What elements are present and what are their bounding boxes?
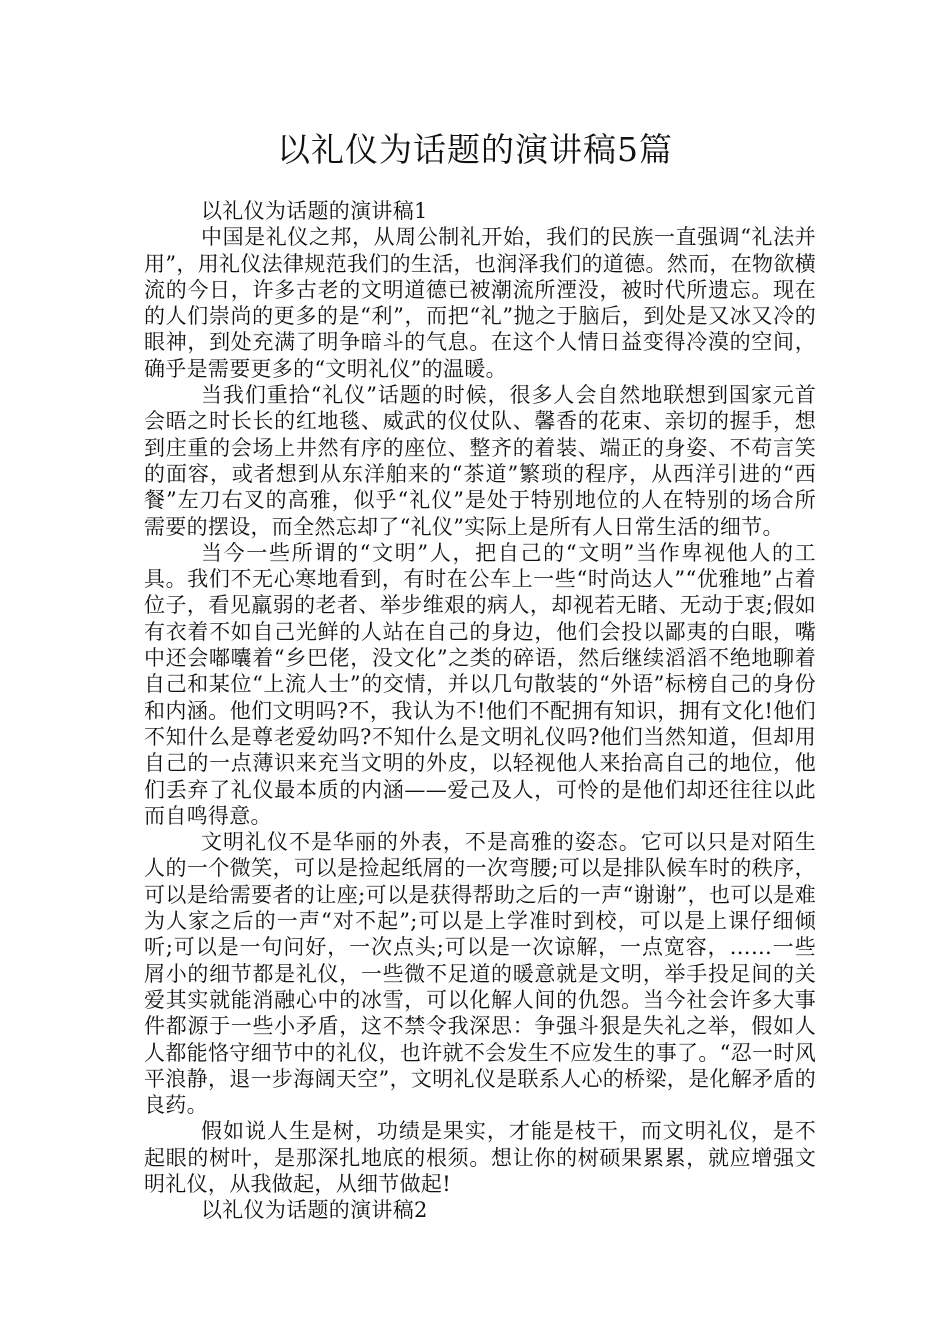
document-body [144,198,816,1224]
paragraph: 当我们重拾“礼仪”话题的时候，很多人会自然地联想到国家元首会晤之时长长的红地毯、威武的仪仗队、馨香的花束、亲切的握手，想到庄重的会场上井然有序的座位、整齐的着装、端正的身姿、不苟言笑的面容，或者想到从东洋舶来的“茶道”繁琐的程序，从西洋引进的“西餐”左刀右叉的高雅，似乎“礼仪”是处于特别地位的人在特别的场合所需要的摆设，而全然忘却了“礼仪”实际上是所有人日常生活的细节。 [144,383,816,539]
section-heading-2: 以礼仪为话题的演讲稿2 [201,1198,428,1223]
paragraph: 文明礼仪不是华丽的外表，不是高雅的姿态。它可以只是对陌生人的一个微笑，可以是捡起纸屑的一次弯腰;可以是排队候车时的秩序，可以是给需要者的让座;可以是获得帮助之后的一声“谢谢”，也可以是难为人家之后的一声“对不起”;可以是上学准时到校，可以是上课仔细倾听;可以是一句问好，一次点头;可以是一次谅解，一点宽容，……一些屑小的细节都是礼仪，一些微不足道的暖意就是文明，举手投足间的关爱其实就能消融心中的冰雪，可以化解人间的仇怨。当今社会许多大事件都源于一些小矛盾，这不禁令我深思：争强斗狠是失礼之举，假如人人都能恪守细节中的礼仪，也许就不会发生不应发生的事了。“忍一时风平浪静，退一步海阔天空”，文明礼仪是联系人心的桥梁，是化解矛盾的良药。 [144,830,816,1118]
document-title: 以礼仪为话题的演讲稿5篇 [277,130,673,169]
section-heading-1: 以礼仪为话题的演讲稿1 [201,199,428,223]
paragraph: 当今一些所谓的“文明”人，把自己的“文明”当作卑视他人的工具。我们不无心寒地看到，有时在公车上一些“时尚达人”“优雅地”占着位子，看见羸弱的老者、举步维艰的病人，却视若无睹、无动于衷;假如有衣着不如自己光鲜的人站在自己的身边，他们会投以鄙夷的白眼，嘴中还会嘟囔着“乡巴佬，没文化”之类的碎语，然后继续滔滔不绝地聊着自己和某位“上流人士”的交情，并以几句散装的“外语”标榜自己的身份和内涵。他们文明吗?不，我认为不!他们不配拥有知识，拥有文化!他们不知什么是尊老爱幼吗?不知什么是文明礼仪吗?他们当然知道，但却用自己的一点薄识来充当文明的外皮，以轻视他人来抬高自己的地位，他们丢弃了礼仪最本质的内涵——爱己及人，可怜的是他们却还往往以此而自鸣得意。 [144,540,816,828]
paragraph: 中国是礼仪之邦，从周公制礼开始，我们的民族一直强调“礼法并用”，用礼仪法律规范我们的生活，也润泽我们的道德。然而，在物欲横流的今日，许多古老的文明道德已被潮流所湮没，被时代所遗忘。现在的人们崇尚的更多的是“利”，而把“礼”抛之于脑后，到处是又冰又冷的眼神，到处充满了明争暗斗的气息。在这个人情日益变得冷漠的空间，确乎是需要更多的“文明礼仪”的温暖。 [144,225,816,381]
paragraph: 假如说人生是树，功绩是果实，才能是枝干，而文明礼仪，是不起眼的树叶，是那深扎地底的根须。想让你的树硕果累累，就应增强文明礼仪，从我做起，从细节做起! [144,1119,816,1196]
